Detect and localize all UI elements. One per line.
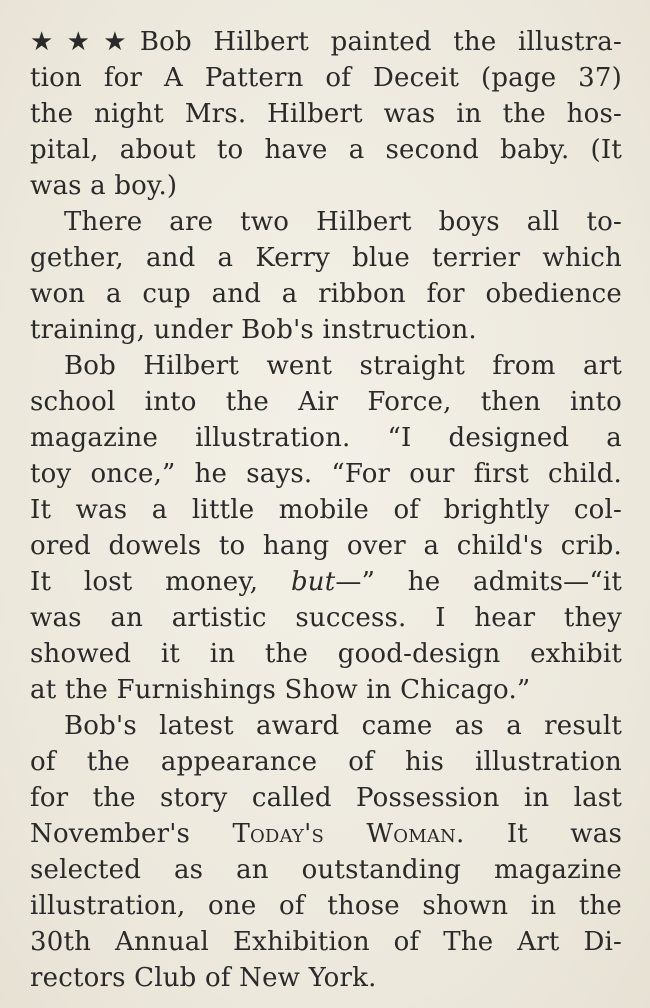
paragraph-4: [30, 708, 622, 996]
text-line: gether, and a Kerry blue terrier which: [30, 243, 622, 273]
text-line: rectors Club of New York.: [30, 963, 377, 993]
text-segment: —” he admits—“it: [335, 567, 622, 597]
text-line: showed it in the good-design exhibit: [30, 639, 622, 669]
text-line: There are two Hilbert boys all to-: [64, 207, 622, 237]
text-line: [30, 564, 622, 600]
text-line: It was a little mobile of brightly col-: [30, 495, 622, 525]
text-line: was a boy.): [30, 171, 178, 201]
text-line: 30th Annual Exhibition of The Art Di-: [30, 927, 622, 957]
text-segment: . It was: [456, 819, 622, 849]
paragraph-2: [30, 204, 622, 348]
text-line: selected as an outstanding magazine: [30, 855, 622, 885]
text-line: tion for A Pattern of Deceit (page 37): [30, 63, 622, 93]
text-line: won a cup and a ribbon for obedience: [30, 279, 622, 309]
text-line: magazine illustration. “I designed a: [30, 423, 622, 453]
text-line: Bob Hilbert went straight from art: [64, 351, 622, 381]
text-line: was an artistic success. I hear they: [30, 603, 622, 633]
text-segment: November's: [30, 819, 233, 849]
italic-word: but: [290, 567, 336, 597]
article-column: [30, 24, 622, 996]
text-line: at the Furnishings Show in Chicago.”: [30, 675, 531, 705]
text-line: [30, 816, 622, 852]
text-line: for the story called Possession in last: [30, 783, 622, 813]
text-segment: It lost money,: [30, 567, 291, 597]
paragraph-1: [30, 24, 622, 204]
magazine-name: Today's Woman: [232, 819, 457, 849]
text-line: pital, about to have a second baby. (It: [30, 135, 622, 165]
paragraph-3: [30, 348, 622, 708]
text-line: training, under Bob's instruction.: [30, 315, 477, 345]
text-line: the night Mrs. Hilbert was in the hos-: [30, 99, 622, 129]
text-line: ored dowels to hang over a child's crib.: [30, 531, 622, 561]
text-line: of the appearance of his illustration: [30, 747, 622, 777]
text-line: Bob's latest award came as a result: [64, 711, 622, 741]
text-line: school into the Air Force, then into: [30, 387, 622, 417]
text-line: ★★★Bob Hilbert painted the illustra-: [30, 27, 622, 57]
text-line: toy once,” he says. “For our first child.: [30, 459, 622, 489]
text-line: illustration, one of those shown in the: [30, 891, 622, 921]
